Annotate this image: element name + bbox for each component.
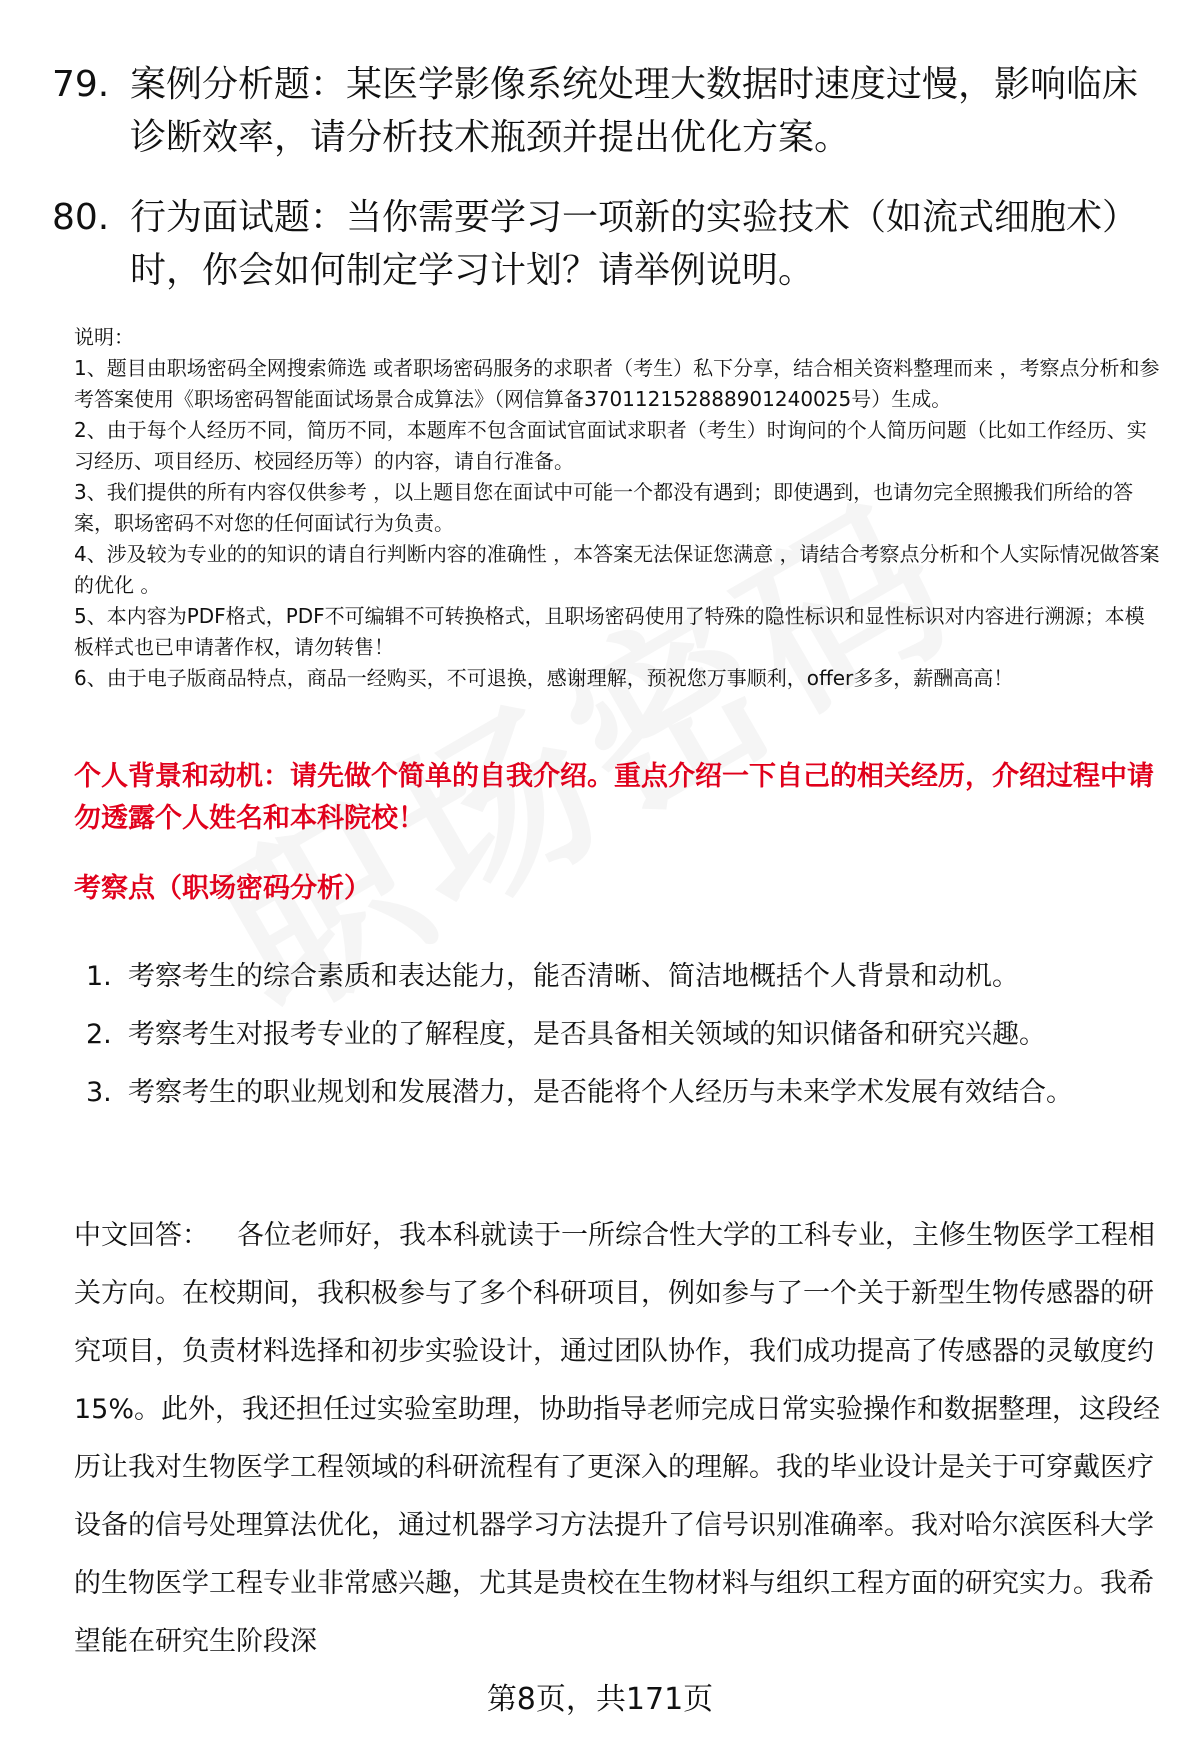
note-item: 1、题目由职场密码全网搜索筛选 或者职场密码服务的求职者（考生）私下分享，结合相关资料整理而来 ，考察点分析和参考答案使用《职场密码智能面试场景合成算法》（网信算备370112152888901240025号）生成。 — [74, 356, 1160, 411]
featured-question: 个人背景和动机：请先做个简单的自我介绍。重点介绍一下自己的相关经历，介绍过程中请勿透露个人姓名和本科院校！ — [74, 761, 1154, 834]
point-text: 考察考生的职业规划和发展潜力，是否能将个人经历与未来学术发展有效结合。 — [128, 1077, 1073, 1108]
answer-label: 中文回答： — [74, 1220, 209, 1251]
point-number: 1. — [86, 961, 112, 992]
note-item: 5、本内容为PDF格式，PDF不可编辑不可转换格式，且职场密码使用了特殊的隐性标识和显性标识对内容进行溯源；本模板样式也已申请著作权，请勿转售！ — [74, 604, 1145, 659]
point-number: 3. — [86, 1077, 112, 1108]
note-item: 4、涉及较为专业的的知识的请自行判断内容的准确性 ，本答案无法保证您满意 ，请结合考察点分析和个人实际情况做答案的优化 。 — [74, 542, 1160, 597]
answer-text: 各位老师好，我本科就读于一所综合性大学的工科专业，主修生物医学工程相关方向。在校期间，我积极参与了多个科研项目，例如参与了一个关于新型生物传感器的研究项目，负责材料选择和初步实验设计，通过团队协作，我们成功提高了传感器的灵敏度约15%。此外，我还担任过实验室助理，协助指导老师完成日常实验操作和数据整理，这段经历让我对生物医学工程领域的科研流程有了更深入的理解。我的毕业设计是关于可穿戴医疗设备的信号处理算法优化，通过机器学习方法提升了信号识别准确率。我对哈尔滨医科大学的生物医学工程专业非常感兴趣，尤其是贵校在生物材料与组织工程方面的研究实力。我希望能在研究生阶段深 — [74, 1220, 1161, 1657]
point-number: 2. — [86, 1019, 112, 1050]
answer-section — [74, 1207, 1164, 1671]
notes-section — [74, 322, 1164, 694]
note-item: 3、我们提供的所有内容仅供参考 ，以上题目您在面试中可能一个都没有遇到；即使遇到，也请勿完全照搬我们所给的答案，职场密码不对您的任何面试行为负责。 — [74, 480, 1134, 535]
question-text: 行为面试题：当你需要学习一项新的实验技术（如流式细胞术）时，你会如何制定学习计划？请举例说明。 — [130, 197, 1139, 291]
question-79 — [52, 58, 1172, 164]
page-footer: 第8页，共171页 — [486, 1682, 714, 1717]
analysis-point — [74, 1006, 1164, 1064]
point-text: 考察考生的综合素质和表达能力，能否清晰、简洁地概括个人背景和动机。 — [128, 961, 1019, 992]
analysis-point — [74, 948, 1164, 1006]
question-text: 案例分析题：某医学影像系统处理大数据时速度过慢，影响临床诊断效率，请分析技术瓶颈并提出优化方案。 — [130, 64, 1139, 158]
question-80 — [52, 191, 1172, 297]
question-number: 80. — [52, 197, 110, 238]
note-item: 6、由于电子版商品特点，商品一经购买，不可退换，感谢理解，预祝您万事顺利，offer多多，薪酬高高！ — [74, 666, 1014, 690]
notes-title: 说明： — [74, 325, 134, 349]
point-text: 考察考生对报考专业的了解程度，是否具备相关领域的知识储备和研究兴趣。 — [128, 1019, 1046, 1050]
analysis-heading: 考察点（职场密码分析） — [74, 873, 371, 904]
analysis-point — [74, 1064, 1164, 1122]
question-number: 79. — [52, 64, 110, 105]
note-item: 2、由于每个人经历不同，简历不同，本题库不包含面试官面试求职者（考生）时询问的个人简历问题（比如工作经历、实习经历、项目经历、校园经历等）的内容，请自行准备。 — [74, 418, 1147, 473]
analysis-points — [74, 948, 1164, 1122]
